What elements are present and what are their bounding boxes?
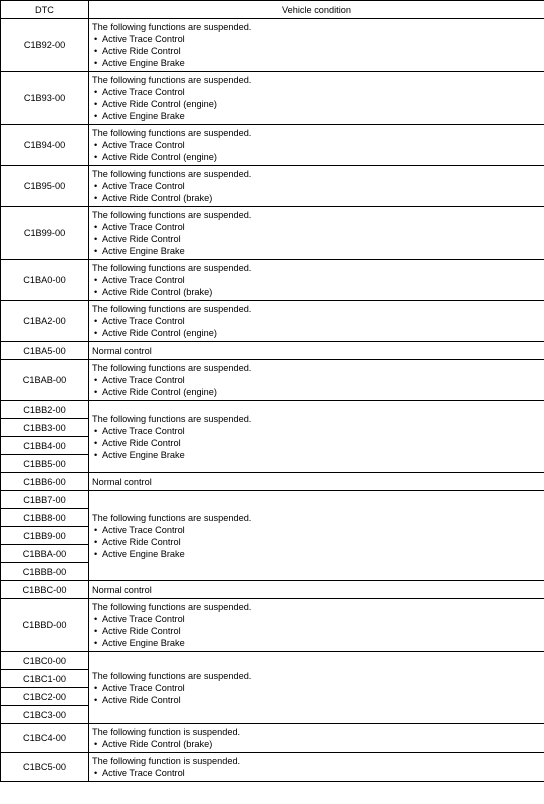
bullet-icon: • bbox=[94, 638, 98, 648]
suspended-function-label: Active Engine Brake bbox=[102, 638, 185, 648]
table-row bbox=[1, 753, 544, 782]
suspended-function-label: Active Trace Control bbox=[102, 316, 185, 326]
condition-intro-text: The following functions are suspended. bbox=[92, 169, 252, 179]
bullet-icon: • bbox=[94, 425, 98, 436]
bullet-icon: • bbox=[94, 694, 98, 705]
header-dtc: DTC bbox=[1, 1, 89, 19]
bullet-icon: • bbox=[94, 626, 98, 636]
bullet-icon: • bbox=[94, 375, 98, 385]
table-row bbox=[1, 360, 544, 401]
bullet-icon: • bbox=[94, 437, 98, 448]
dtc-code-cell: C1BB8-00 bbox=[1, 509, 89, 527]
suspended-function-item bbox=[92, 637, 541, 649]
suspended-function-label: Active Engine Brake bbox=[102, 58, 185, 68]
suspended-function-label: Active Ride Control bbox=[102, 694, 181, 705]
vehicle-condition-cell bbox=[89, 360, 544, 401]
bullet-icon: • bbox=[94, 193, 98, 203]
vehicle-condition-cell bbox=[89, 473, 544, 491]
table-row bbox=[1, 473, 544, 491]
bullet-icon: • bbox=[94, 222, 98, 232]
bullet-icon: • bbox=[94, 524, 98, 535]
suspended-function-label: Active Trace Control bbox=[102, 768, 185, 778]
bullet-icon: • bbox=[94, 768, 98, 778]
condition-intro-text: Normal control bbox=[92, 345, 152, 356]
suspended-function-label: Active Ride Control (engine) bbox=[102, 328, 217, 338]
table-body bbox=[1, 19, 544, 782]
bullet-icon: • bbox=[94, 246, 98, 256]
condition-intro-text: The following functions are suspended. bbox=[92, 263, 252, 273]
suspended-function-label: Active Ride Control (brake) bbox=[102, 287, 213, 297]
vehicle-condition-cell bbox=[89, 491, 544, 581]
table-row bbox=[1, 260, 544, 301]
bullet-icon: • bbox=[94, 287, 98, 297]
suspended-function-item bbox=[92, 694, 541, 706]
suspended-function-item bbox=[92, 274, 541, 286]
suspended-function-item bbox=[92, 286, 541, 298]
dtc-code-cell: C1BB2-00 bbox=[1, 401, 89, 419]
bullet-icon: • bbox=[94, 739, 98, 749]
condition-intro-text: The following functions are suspended. bbox=[92, 22, 252, 32]
table-row bbox=[1, 581, 544, 599]
dtc-code-cell: C1B95-00 bbox=[1, 166, 89, 207]
bullet-icon: • bbox=[94, 328, 98, 338]
suspended-function-item bbox=[92, 425, 541, 437]
condition-intro-text: The following function is suspended. bbox=[92, 756, 241, 766]
suspended-function-label: Active Engine Brake bbox=[102, 246, 185, 256]
suspended-function-item bbox=[92, 86, 541, 98]
suspended-function-item bbox=[92, 245, 541, 257]
dtc-code-cell: C1B99-00 bbox=[1, 207, 89, 260]
suspended-function-label: Active Trace Control bbox=[102, 682, 185, 693]
suspended-function-label: Active Trace Control bbox=[102, 222, 185, 232]
dtc-code-cell: C1BAB-00 bbox=[1, 360, 89, 401]
suspended-function-item bbox=[92, 767, 541, 779]
dtc-code-cell: C1B93-00 bbox=[1, 72, 89, 125]
bullet-icon: • bbox=[94, 152, 98, 162]
table-row bbox=[1, 19, 544, 72]
table-row bbox=[1, 599, 544, 652]
bullet-icon: • bbox=[94, 614, 98, 624]
vehicle-condition-cell bbox=[89, 301, 544, 342]
table-row bbox=[1, 652, 544, 670]
dtc-code-cell: C1BC3-00 bbox=[1, 706, 89, 724]
dtc-code-cell: C1BB9-00 bbox=[1, 527, 89, 545]
condition-intro-text: The following functions are suspended. bbox=[92, 210, 252, 220]
suspended-function-label: Active Trace Control bbox=[102, 524, 185, 535]
suspended-function-label: Active Ride Control bbox=[102, 437, 181, 448]
dtc-code-cell: C1B92-00 bbox=[1, 19, 89, 72]
bullet-icon: • bbox=[94, 316, 98, 326]
suspended-function-label: Active Ride Control bbox=[102, 626, 181, 636]
suspended-function-label: Active Ride Control (engine) bbox=[102, 387, 217, 397]
dtc-code-cell: C1BBB-00 bbox=[1, 563, 89, 581]
dtc-code-cell: C1BC4-00 bbox=[1, 724, 89, 753]
vehicle-condition-cell bbox=[89, 599, 544, 652]
suspended-function-item bbox=[92, 613, 541, 625]
condition-intro-text: The following functions are suspended. bbox=[92, 512, 252, 523]
header-vehicle-condition: Vehicle condition bbox=[89, 1, 544, 19]
suspended-function-item bbox=[92, 548, 541, 560]
bullet-icon: • bbox=[94, 111, 98, 121]
vehicle-condition-cell bbox=[89, 652, 544, 724]
suspended-function-item bbox=[92, 682, 541, 694]
suspended-function-item bbox=[92, 738, 541, 750]
bullet-icon: • bbox=[94, 140, 98, 150]
table-row bbox=[1, 207, 544, 260]
table-row bbox=[1, 72, 544, 125]
bullet-icon: • bbox=[94, 34, 98, 44]
bullet-icon: • bbox=[94, 99, 98, 109]
condition-intro-text: The following functions are suspended. bbox=[92, 128, 252, 138]
bullet-icon: • bbox=[94, 87, 98, 97]
dtc-code-cell: C1BC2-00 bbox=[1, 688, 89, 706]
suspended-function-item bbox=[92, 33, 541, 45]
suspended-function-item bbox=[92, 536, 541, 548]
dtc-code-cell: C1BB4-00 bbox=[1, 437, 89, 455]
table-row bbox=[1, 125, 544, 166]
suspended-function-label: Active Trace Control bbox=[102, 375, 185, 385]
dtc-code-cell: C1BBA-00 bbox=[1, 545, 89, 563]
suspended-function-item bbox=[92, 374, 541, 386]
vehicle-condition-cell bbox=[89, 207, 544, 260]
table-row bbox=[1, 301, 544, 342]
dtc-code-cell: C1BC5-00 bbox=[1, 753, 89, 782]
condition-intro-text: The following functions are suspended. bbox=[92, 670, 252, 681]
vehicle-condition-cell bbox=[89, 342, 544, 360]
suspended-function-label: Active Engine Brake bbox=[102, 111, 185, 121]
suspended-function-label: Active Trace Control bbox=[102, 140, 185, 150]
dtc-code-cell: C1BBD-00 bbox=[1, 599, 89, 652]
suspended-function-item bbox=[92, 524, 541, 536]
suspended-function-item bbox=[92, 98, 541, 110]
table-row bbox=[1, 342, 544, 360]
suspended-function-label: Active Ride Control bbox=[102, 234, 181, 244]
condition-intro-text: The following functions are suspended. bbox=[92, 304, 252, 314]
suspended-function-item bbox=[92, 110, 541, 122]
condition-intro-text: The following function is suspended. bbox=[92, 727, 241, 737]
dtc-code-cell: C1BB6-00 bbox=[1, 473, 89, 491]
suspended-function-label: Active Ride Control (engine) bbox=[102, 152, 217, 162]
dtc-code-cell: C1BB5-00 bbox=[1, 455, 89, 473]
condition-intro-text: The following functions are suspended. bbox=[92, 363, 252, 373]
bullet-icon: • bbox=[94, 548, 98, 559]
suspended-function-label: Active Ride Control (engine) bbox=[102, 99, 217, 109]
suspended-function-item bbox=[92, 45, 541, 57]
suspended-function-item bbox=[92, 449, 541, 461]
suspended-function-label: Active Trace Control bbox=[102, 614, 185, 624]
suspended-function-label: Active Trace Control bbox=[102, 425, 185, 436]
suspended-function-label: Active Ride Control (brake) bbox=[102, 739, 213, 749]
condition-intro-text: The following functions are suspended. bbox=[92, 413, 252, 424]
condition-intro-text: Normal control bbox=[92, 476, 152, 487]
bullet-icon: • bbox=[94, 449, 98, 460]
vehicle-condition-cell bbox=[89, 724, 544, 753]
dtc-code-cell: C1BB3-00 bbox=[1, 419, 89, 437]
bullet-icon: • bbox=[94, 387, 98, 397]
bullet-icon: • bbox=[94, 275, 98, 285]
vehicle-condition-cell bbox=[89, 72, 544, 125]
dtc-code-cell: C1BC0-00 bbox=[1, 652, 89, 670]
dtc-code-cell: C1BB7-00 bbox=[1, 491, 89, 509]
vehicle-condition-cell bbox=[89, 260, 544, 301]
bullet-icon: • bbox=[94, 682, 98, 693]
suspended-function-label: Active Trace Control bbox=[102, 181, 185, 191]
bullet-icon: • bbox=[94, 181, 98, 191]
vehicle-condition-cell bbox=[89, 19, 544, 72]
vehicle-condition-cell bbox=[89, 753, 544, 782]
table-row bbox=[1, 166, 544, 207]
dtc-code-cell: C1BA0-00 bbox=[1, 260, 89, 301]
bullet-icon: • bbox=[94, 58, 98, 68]
table-row bbox=[1, 724, 544, 753]
suspended-function-item bbox=[92, 139, 541, 151]
suspended-function-label: Active Ride Control bbox=[102, 536, 181, 547]
dtc-code-cell: C1BBC-00 bbox=[1, 581, 89, 599]
bullet-icon: • bbox=[94, 234, 98, 244]
vehicle-condition-cell bbox=[89, 401, 544, 473]
suspended-function-item bbox=[92, 192, 541, 204]
suspended-function-item bbox=[92, 437, 541, 449]
suspended-function-item bbox=[92, 233, 541, 245]
vehicle-condition-cell bbox=[89, 166, 544, 207]
suspended-function-item bbox=[92, 151, 541, 163]
condition-intro-text: The following functions are suspended. bbox=[92, 602, 252, 612]
dtc-code-cell: C1BC1-00 bbox=[1, 670, 89, 688]
suspended-function-item bbox=[92, 180, 541, 192]
dtc-code-cell: C1BA5-00 bbox=[1, 342, 89, 360]
suspended-function-item bbox=[92, 57, 541, 69]
table-header-row bbox=[1, 1, 544, 19]
table-row bbox=[1, 491, 544, 509]
bullet-icon: • bbox=[94, 536, 98, 547]
table-row bbox=[1, 401, 544, 419]
suspended-function-label: Active Trace Control bbox=[102, 275, 185, 285]
vehicle-condition-cell bbox=[89, 581, 544, 599]
suspended-function-label: Active Trace Control bbox=[102, 34, 185, 44]
suspended-function-label: Active Engine Brake bbox=[102, 548, 185, 559]
suspended-function-label: Active Engine Brake bbox=[102, 449, 185, 460]
suspended-function-label: Active Ride Control bbox=[102, 46, 181, 56]
suspended-function-item bbox=[92, 221, 541, 233]
suspended-function-item bbox=[92, 625, 541, 637]
suspended-function-label: Active Ride Control (brake) bbox=[102, 193, 213, 203]
suspended-function-item bbox=[92, 386, 541, 398]
suspended-function-item bbox=[92, 315, 541, 327]
dtc-code-cell: C1BA2-00 bbox=[1, 301, 89, 342]
dtc-code-cell: C1B94-00 bbox=[1, 125, 89, 166]
suspended-function-item bbox=[92, 327, 541, 339]
suspended-function-label: Active Trace Control bbox=[102, 87, 185, 97]
bullet-icon: • bbox=[94, 46, 98, 56]
condition-intro-text: The following functions are suspended. bbox=[92, 75, 252, 85]
vehicle-condition-cell bbox=[89, 125, 544, 166]
condition-intro-text: Normal control bbox=[92, 584, 152, 595]
